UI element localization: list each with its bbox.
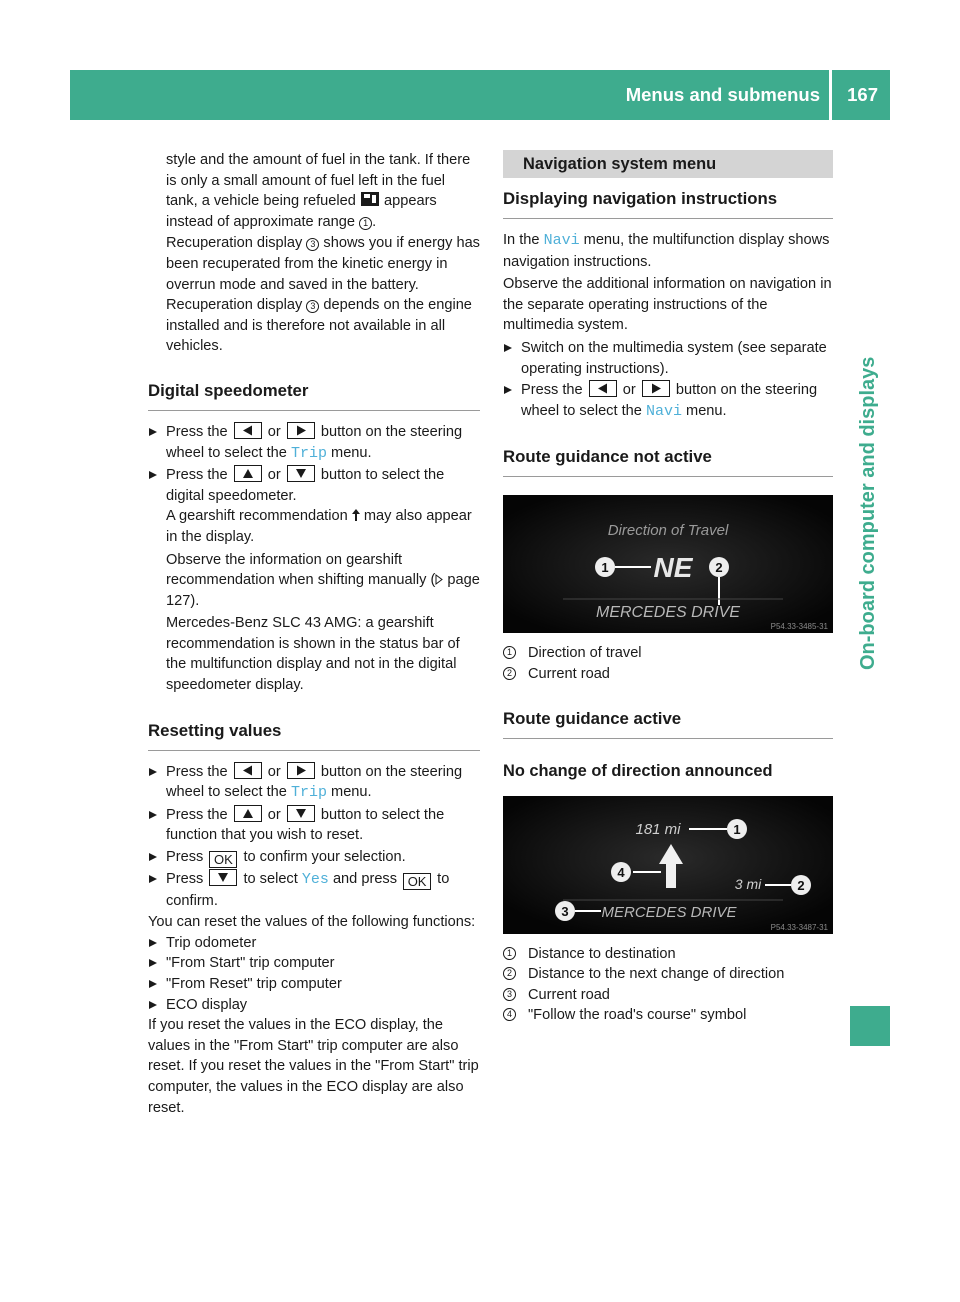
step: Press the or button to select the digital speedometer. A gearshift recommendation may also appear in the display. Observe the information on gearshift recommendation when shifting manually ( page 127). Mercedes-Benz SLC 43 AMG: a gearshift recommendation is shown in the status bar of the multifunction display and not in the digital speedometer display. bbox=[148, 465, 480, 696]
direction-title: Direction of Travel bbox=[607, 522, 729, 540]
step: Press the or button to select the function that you wish to reset. bbox=[148, 805, 480, 846]
step: Press to select Yes and press OK to confirm. bbox=[148, 869, 480, 911]
display-image-guidance bbox=[503, 796, 833, 934]
callout-2: 2 bbox=[715, 560, 723, 576]
down-arrow-key-icon bbox=[287, 805, 315, 822]
left-arrow-key-icon bbox=[234, 762, 262, 779]
marker-3-icon: 3 bbox=[306, 300, 319, 313]
step: Press OK to confirm your selection. bbox=[148, 847, 480, 868]
fuel-paragraph: style and the amount of fuel in the tank. If there is only a small amount of fuel left in the fuel tank, a vehicle being refueled appears instead of approximate range 1 . Recuperation display 3 shows you if energy has been recuperated from the kinetic energy in overrun mode and saved in the battery. Recuperation display 3 depends on the engine installed and is therefore not available in all vehicles. bbox=[166, 152, 480, 355]
road-name: MERCEDES DRIVE bbox=[601, 903, 737, 921]
display-image-direction bbox=[503, 495, 833, 633]
callout-1: 1 bbox=[601, 560, 609, 576]
ok-key-icon: OK bbox=[403, 873, 431, 890]
reset-outro: If you reset the values in the ECO display, the values in the "From Start" trip computer are also reset. If you reset the values in the "From Start" trip computer, the values in the ECO display are also reset. bbox=[148, 1017, 479, 1116]
display-text-trip: Trip bbox=[290, 444, 327, 462]
legend-item: 1 Distance to destination bbox=[503, 944, 833, 965]
heading-no-change: No change of direction announced bbox=[503, 761, 773, 780]
marker-2-icon: 2 bbox=[503, 967, 516, 980]
figure-code: P54.33-3487-31 bbox=[770, 922, 828, 932]
legend-item: 4 "Follow the road's course" symbol bbox=[503, 1005, 833, 1026]
heading-digital-speedometer: Digital speedometer bbox=[148, 380, 480, 411]
section-title: Menus and submenus bbox=[625, 84, 820, 105]
legend-item: 2 Current road bbox=[503, 664, 833, 685]
marker-1-icon: 1 bbox=[503, 947, 516, 960]
left-column bbox=[148, 150, 480, 1118]
step: Switch on the multimedia system (see separate operating instructions). bbox=[503, 338, 833, 379]
marker-4-icon: 4 bbox=[503, 1008, 516, 1021]
header-bar bbox=[70, 70, 890, 120]
legend-item: 3 Current road bbox=[503, 985, 833, 1006]
distance-next: 3 mi bbox=[734, 875, 762, 892]
legend-item: 2 Distance to the next change of direction bbox=[503, 964, 833, 985]
callout-2: 2 bbox=[797, 877, 805, 893]
side-tab-marker bbox=[850, 1006, 890, 1046]
right-arrow-key-icon bbox=[287, 422, 315, 439]
callout-4: 4 bbox=[617, 864, 625, 880]
marker-1-icon: 1 bbox=[503, 646, 516, 659]
legend-item: 1 Direction of travel bbox=[503, 643, 833, 664]
display-text-yes: Yes bbox=[301, 871, 329, 889]
heading-route-guidance-not-active: Route guidance not active bbox=[503, 446, 833, 477]
direction-value: NE bbox=[653, 552, 693, 584]
down-arrow-key-icon bbox=[209, 869, 237, 886]
up-arrow-key-icon bbox=[234, 805, 262, 822]
display-text-navi: Navi bbox=[645, 402, 682, 420]
figure-code: P54.33-3485-31 bbox=[770, 622, 828, 632]
callout-1: 1 bbox=[733, 821, 741, 837]
ok-key-icon: OK bbox=[209, 851, 237, 868]
marker-2-icon: 2 bbox=[503, 667, 516, 680]
right-arrow-key-icon bbox=[287, 762, 315, 779]
side-tab-label: On-board computer and displays bbox=[857, 356, 879, 670]
reset-intro: You can reset the values of the following functions: bbox=[148, 914, 476, 931]
list-item: ECO display bbox=[148, 995, 480, 1016]
display-text-navi: Navi bbox=[543, 232, 580, 249]
callout-3: 3 bbox=[561, 903, 569, 919]
left-arrow-key-icon bbox=[589, 380, 617, 397]
page-number: 167 bbox=[847, 84, 878, 105]
list-item: "From Start" trip computer bbox=[148, 953, 480, 974]
heading-navigation-menu: Navigation system menu bbox=[503, 150, 833, 178]
heading-resetting-values: Resetting values bbox=[148, 720, 480, 751]
heading-route-guidance-active: Route guidance active bbox=[503, 708, 833, 739]
display-text-trip: Trip bbox=[290, 784, 327, 802]
marker-3-icon: 3 bbox=[306, 238, 319, 251]
up-arrow-key-icon bbox=[234, 465, 262, 482]
fuel-pump-icon bbox=[360, 191, 380, 207]
heading-navigation-instructions: Displaying navigation instructions bbox=[503, 188, 833, 219]
distance-destination: 181 mi bbox=[635, 820, 681, 838]
marker-3-icon: 3 bbox=[503, 988, 516, 1001]
page-reference-icon bbox=[435, 574, 443, 585]
gearshift-up-icon bbox=[352, 509, 360, 521]
step: Press the or button on the steering wheel to select the Navi menu. bbox=[503, 380, 833, 422]
road-name: MERCEDES DRIVE bbox=[595, 604, 741, 622]
marker-1-icon: 1 bbox=[359, 217, 372, 230]
right-arrow-key-icon bbox=[642, 380, 670, 397]
down-arrow-key-icon bbox=[287, 465, 315, 482]
right-column: Navigation system menu Displaying navigation instructions In the Navi menu, the multifunction display shows navigation instructions. Observe the additional information on navigation in the separate operating instructions of the multimedia system. Switch on the multimedia system (see separate operating instructions). Press the or button on the steering wheel to select the Navi menu. Route guidance not active Direction of Travel NE 1 2 MERCEDES DRIVE P54.33-3485-31 1 Direction of travel 2 Current road Route guidance active No change of direction announced 181 mi 1 4 3 mi 2 3 MERCEDES DRIVE P54.33-3487-31 1 Distance to destination 2 Distance to the next change of direction 3 Current road 4 "Follow the road's course" symbol bbox=[503, 150, 833, 1026]
header-divider bbox=[829, 70, 832, 120]
step: Press the or button on the steering wheel to select the Trip menu. bbox=[148, 422, 480, 464]
left-arrow-key-icon bbox=[234, 422, 262, 439]
step: Press the or button on the steering wheel to select the Trip menu. bbox=[148, 762, 480, 804]
list-item: "From Reset" trip computer bbox=[148, 974, 480, 995]
list-item: Trip odometer bbox=[148, 933, 480, 954]
